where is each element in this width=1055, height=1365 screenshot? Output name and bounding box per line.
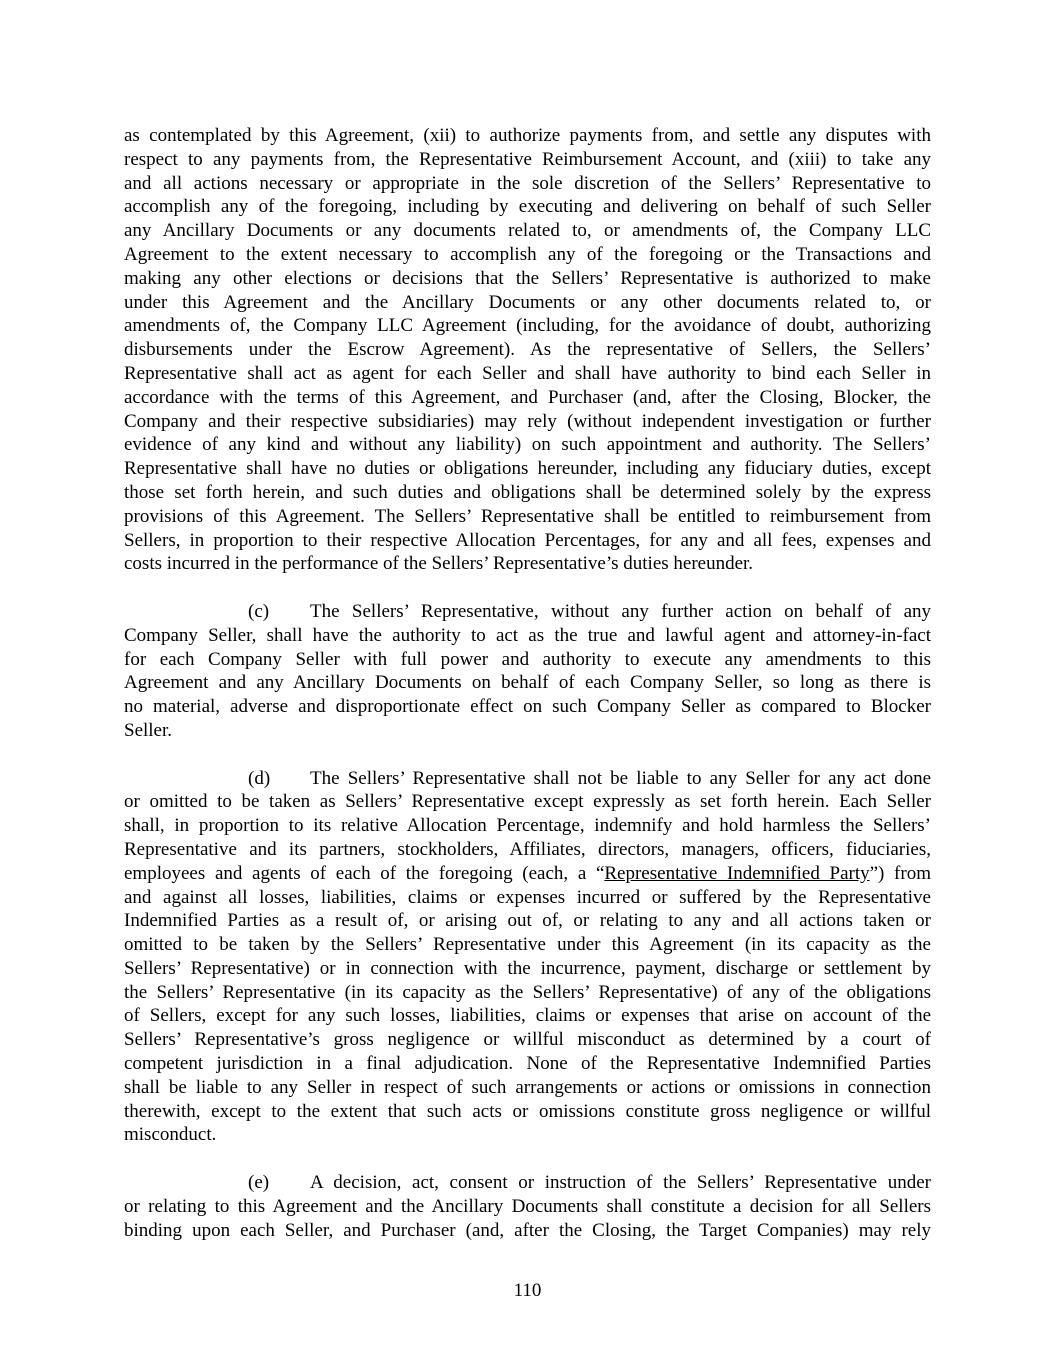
text-line: Seller. xyxy=(124,719,173,741)
text-line: and against all losses, liabilities, claims or expenses incurred or suffered by the Representative xyxy=(124,886,931,908)
text-line xyxy=(124,862,931,886)
page-number: 110 xyxy=(513,1280,542,1301)
text-line: evidence of any kind and without any liability) on such appointment and authority. The Sellers’ xyxy=(124,434,931,456)
text-line: respect to any payments from, the Representative Reimbursement Account, and (xiii) to take any xyxy=(124,148,931,170)
text-line: for each Company Seller with full power and authority to execute any amendments to this xyxy=(124,648,931,670)
text-run: A decision, act, consent or instruction of the Sellers’ Representative under xyxy=(310,1172,931,1194)
text-run: The Sellers’ Representative, without any further action on behalf of any xyxy=(310,600,931,622)
text-line: Company and their respective subsidiaries) may rely (without independent investigation or further xyxy=(124,410,931,432)
text-line: Company Seller, shall have the authority to act as the true and lawful agent and attorney-in-fact xyxy=(124,624,931,646)
paragraph-label: (d) xyxy=(248,767,271,789)
text-line: shall, in proportion to its relative Allocation Percentage, indemnify and hold harmless the Sellers’ xyxy=(124,815,931,837)
text-line: Sellers, in proportion to their respective Allocation Percentages, for any and all fees, expenses and xyxy=(124,529,931,551)
text-line: disbursements under the Escrow Agreement). As the representative of Sellers, the Sellers’ xyxy=(124,339,931,361)
defined-term: Representative Indemnified Party xyxy=(604,862,870,884)
text-line: of Sellers, except for any such losses, liabilities, claims or expenses that arise on account of the xyxy=(124,1005,931,1027)
text-line: Representative shall have no duties or obligations hereunder, including any fiduciary duties, except xyxy=(124,458,931,480)
text-run: The Sellers’ Representative shall not be liable to any Seller for any act done xyxy=(310,767,931,789)
text-line: binding upon each Seller, and Purchaser (and, after the Closing, the Target Companies) may rely xyxy=(124,1219,931,1241)
text-line: under this Agreement and the Ancillary Documents or any other documents related to, or xyxy=(124,291,931,313)
text-line: or omitted to be taken as Sellers’ Representative except expressly as set forth herein. Each Seller xyxy=(124,791,931,813)
text-run: employees and agents of each of the foregoing (each, a “ xyxy=(124,862,605,884)
text-line: Agreement to the extent necessary to accomplish any of the foregoing or the Transactions and xyxy=(124,243,931,265)
paragraph-label: (c) xyxy=(248,600,270,622)
paragraph-label: (e) xyxy=(248,1172,270,1194)
text-line: as contemplated by this Agreement, (xii) to authorize payments from, and settle any disputes with xyxy=(124,125,931,146)
text-line: amendments of, the Company LLC Agreement (including, for the avoidance of doubt, authorizing xyxy=(124,315,931,337)
paragraph-d xyxy=(124,767,931,1148)
text-line: competent jurisdiction in a final adjudication. None of the Representative Indemnified Parties xyxy=(124,1053,931,1075)
text-line: accordance with the terms of this Agreement, and Purchaser (and, after the Closing, Blocker, the xyxy=(124,386,931,408)
text-line: provisions of this Agreement. The Sellers’ Representative shall be entitled to reimbursement from xyxy=(124,505,931,527)
text-line: the Sellers’ Representative (in its capacity as the Sellers’ Representative) of any of the obligations xyxy=(124,981,931,1003)
text-line: shall be liable to any Seller in respect of such arrangements or actions or omissions in connection xyxy=(124,1076,931,1098)
text-line: Agreement and any Ancillary Documents on behalf of each Company Seller, so long as there is xyxy=(124,672,931,694)
text-line: omitted to be taken by the Sellers’ Representative under this Agreement (in its capacity as the xyxy=(124,934,931,956)
text-line: Representative and its partners, stockholders, Affiliates, directors, managers, officers, fiduciaries, xyxy=(124,838,931,860)
document-page xyxy=(124,124,931,1266)
text-line xyxy=(124,1171,931,1195)
text-line: misconduct. xyxy=(124,1124,217,1146)
text-line xyxy=(124,600,931,624)
text-line: making any other elections or decisions that the Sellers’ Representative is authorized to make xyxy=(124,267,931,289)
paragraph-b-continued xyxy=(124,124,931,576)
text-line: Sellers’ Representative’s gross negligence or willful misconduct as determined by a court of xyxy=(124,1029,931,1051)
text-line: any Ancillary Documents or any documents related to, or amendments of, the Company LLC xyxy=(124,220,931,242)
text-line: and all actions necessary or appropriate in the sole discretion of the Sellers’ Representative to xyxy=(124,172,931,194)
text-line: Sellers’ Representative) or in connection with the incurrence, payment, discharge or settlement by xyxy=(124,957,931,979)
text-line: accomplish any of the foregoing, including by executing and delivering on behalf of such Seller xyxy=(124,196,931,218)
paragraph-e xyxy=(124,1171,931,1242)
text-line: costs incurred in the performance of the Sellers’ Representative’s duties hereunder. xyxy=(124,553,754,575)
text-line xyxy=(124,767,931,791)
text-line: no material, adverse and disproportionate effect on such Company Seller as compared to Blocker xyxy=(124,696,931,718)
text-line: or relating to this Agreement and the Ancillary Documents shall constitute a decision for all Sellers xyxy=(124,1195,931,1217)
text-line: therewith, except to the extent that such acts or omissions constitute gross negligence or willful xyxy=(124,1100,931,1122)
paragraph-c xyxy=(124,600,931,743)
text-line: those set forth herein, and such duties and obligations shall be determined solely by the express xyxy=(124,481,931,503)
text-run: ”) from xyxy=(869,862,931,884)
text-line: Indemnified Parties as a result of, or arising out of, or relating to any and all actions taken or xyxy=(124,910,931,932)
text-line: Representative shall act as agent for each Seller and shall have authority to bind each Seller in xyxy=(124,362,931,384)
